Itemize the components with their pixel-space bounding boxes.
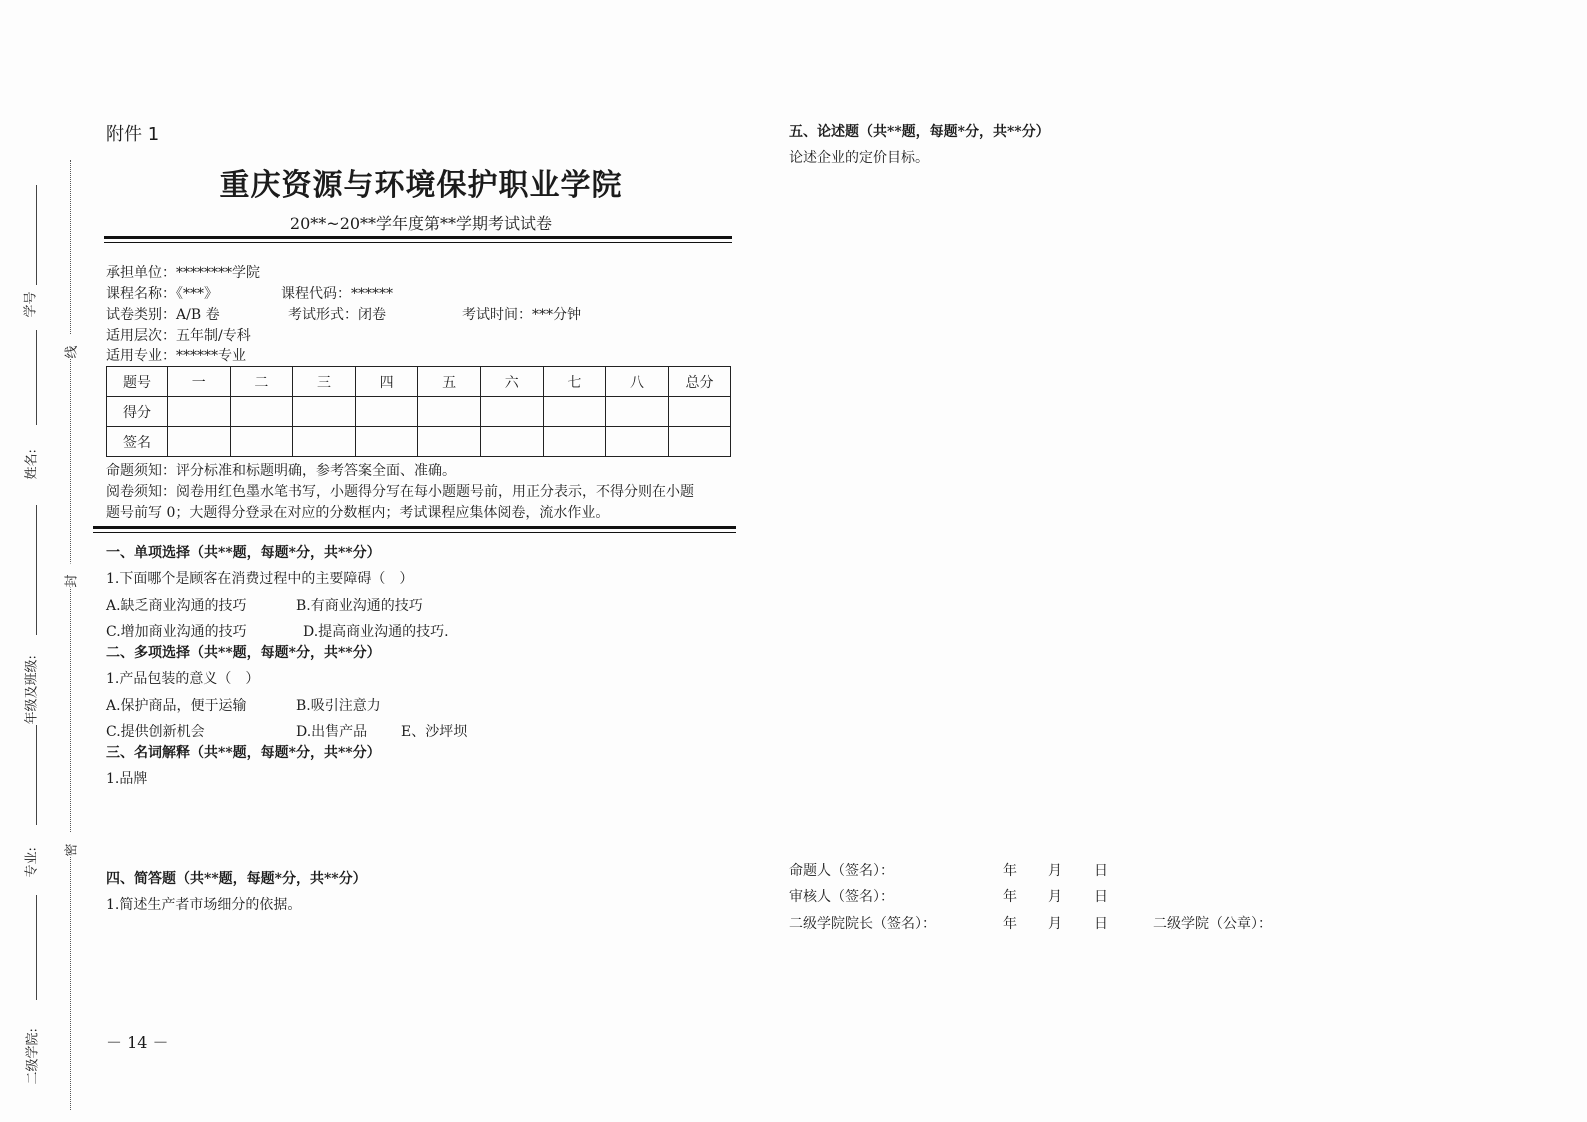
signature-row: [107, 427, 731, 457]
info-major: 适用专业：******专业: [106, 348, 246, 364]
section2-option-e: E、沙坪坝: [401, 724, 468, 740]
margin-grade-class-label: 年级及班级:: [24, 655, 40, 725]
dean-month: 月: [1048, 916, 1062, 932]
proposal-notice: 命题须知：评分标准和标题明确，参考答案全面、准确。: [106, 463, 456, 479]
section1-title: 一、单项选择（共**题，每题*分，共**分）: [106, 545, 381, 561]
student-id-underline: [36, 185, 37, 285]
section2-question1: 1.产品包装的意义（ ）: [106, 671, 260, 687]
score-header-cell: 总分: [668, 367, 731, 397]
section2-option-b: B.吸引注意力: [296, 698, 381, 714]
header-rule-thin: [104, 242, 732, 243]
section1-option-a: A.缺乏商业沟通的技巧: [106, 598, 247, 614]
score-cell[interactable]: [418, 397, 481, 427]
signature-cell[interactable]: [418, 427, 481, 457]
score-cell[interactable]: [230, 397, 293, 427]
info-paper-type: 试卷类别：A/B 卷: [106, 307, 220, 323]
score-header-cell: 六: [480, 367, 543, 397]
major-underline: [36, 725, 37, 825]
section1-question1: 1.下面哪个是顾客在消费过程中的主要障碍（ ）: [106, 571, 414, 587]
grade-class-underline: [36, 505, 37, 635]
proposer-signature-label: 命题人（签名）：: [789, 863, 894, 879]
section5-title: 五、论述题（共**题，每题*分，共**分）: [789, 124, 1050, 140]
margin-line-label: 线: [61, 335, 80, 359]
grading-notice-line2: 题号前写 0；大题得分登录在对应的分数框内；考试课程应集体阅卷，流水作业。: [106, 505, 610, 521]
header-rule-thick: [104, 236, 732, 239]
score-table: [106, 366, 731, 457]
section1-option-b: B.有商业沟通的技巧: [296, 598, 423, 614]
reviewer-year: 年: [1003, 889, 1017, 905]
notes-rule-thin: [93, 532, 736, 533]
notes-rule-thick: [93, 526, 736, 529]
signature-cell[interactable]: [668, 427, 731, 457]
score-cell[interactable]: [293, 397, 356, 427]
dean-day: 日: [1094, 916, 1108, 932]
score-cell[interactable]: [668, 397, 731, 427]
score-cell[interactable]: [543, 397, 606, 427]
score-row-label: 得分: [107, 397, 168, 427]
proposer-month: 月: [1048, 863, 1062, 879]
dean-signature-label: 二级学院院长（签名）：: [789, 916, 936, 932]
margin-name-label: 姓名:: [24, 449, 40, 480]
proposer-day: 日: [1094, 863, 1108, 879]
margin-student-id-label: 学号: [23, 291, 39, 318]
reviewer-signature-label: 审核人（签名）：: [789, 889, 894, 905]
signature-cell[interactable]: [230, 427, 293, 457]
section3-question1: 1.品牌: [106, 771, 148, 787]
signature-cell[interactable]: [480, 427, 543, 457]
info-unit: 承担单位：********学院: [106, 265, 260, 281]
college-seal-label: 二级学院（公章）：: [1153, 916, 1272, 932]
binding-dotted-line: [70, 160, 71, 1110]
section2-option-d: D.出售产品: [296, 724, 368, 740]
page-number: － 14 －: [106, 1033, 169, 1052]
signature-cell[interactable]: [355, 427, 418, 457]
signature-row-label: 签名: [107, 427, 168, 457]
margin-seal-label: 封: [61, 564, 80, 588]
score-header-cell: 题号: [107, 367, 168, 397]
dean-year: 年: [1003, 916, 1017, 932]
exam-title: 20**~20**学年度第**学期考试试卷: [289, 214, 553, 233]
score-header-cell: 一: [168, 367, 231, 397]
school-name: 重庆资源与环境保护职业学院: [219, 168, 623, 203]
margin-major-label: 专业:: [24, 847, 40, 878]
score-header-cell: 三: [293, 367, 356, 397]
info-course-code: 课程代码：******: [281, 286, 393, 302]
score-header-cell: 五: [418, 367, 481, 397]
signature-cell[interactable]: [543, 427, 606, 457]
signature-cell[interactable]: [293, 427, 356, 457]
margin-secret-label: 密: [61, 833, 80, 857]
score-header-cell: 八: [606, 367, 669, 397]
attachment-label: 附件 1: [106, 124, 160, 145]
section2-option-a: A.保护商品，便于运输: [106, 698, 247, 714]
info-course-name: 课程名称：《***》: [106, 286, 218, 302]
section2-option-c: C.提供创新机会: [106, 724, 205, 740]
college-underline: [36, 895, 37, 1000]
section1-option-c: C.增加商业沟通的技巧: [106, 624, 247, 640]
info-exam-form: 考试形式：闭卷: [288, 307, 386, 323]
score-cell[interactable]: [480, 397, 543, 427]
section3-title: 三、名词解释（共**题，每题*分，共**分）: [106, 745, 381, 761]
section2-title: 二、多项选择（共**题，每题*分，共**分）: [106, 645, 381, 661]
reviewer-month: 月: [1048, 889, 1062, 905]
section5-question1: 论述企业的定价目标。: [789, 150, 929, 166]
score-header-cell: 二: [230, 367, 293, 397]
proposer-year: 年: [1003, 863, 1017, 879]
section1-option-d: D.提高商业沟通的技巧.: [303, 624, 449, 640]
signature-cell[interactable]: [168, 427, 231, 457]
name-underline: [36, 330, 37, 425]
signature-cell[interactable]: [606, 427, 669, 457]
section4-title: 四、简答题（共**题，每题*分，共**分）: [106, 871, 367, 887]
info-exam-time: 考试时间：***分钟: [462, 307, 581, 323]
margin-college-label: 二级学院:: [25, 1028, 41, 1085]
score-header-cell: 四: [355, 367, 418, 397]
score-header-cell: 七: [543, 367, 606, 397]
reviewer-day: 日: [1094, 889, 1108, 905]
info-level: 适用层次：五年制/专科: [106, 328, 251, 344]
score-table-header-row: [107, 367, 731, 397]
score-cell[interactable]: [168, 397, 231, 427]
grading-notice-line1: 阅卷须知：阅卷用红色墨水笔书写，小题得分写在每小题题号前，用正分表示，不得分则在小题: [106, 484, 694, 500]
score-row: [107, 397, 731, 427]
section4-question1: 1.简述生产者市场细分的依据。: [106, 897, 302, 913]
score-cell[interactable]: [606, 397, 669, 427]
score-cell[interactable]: [355, 397, 418, 427]
